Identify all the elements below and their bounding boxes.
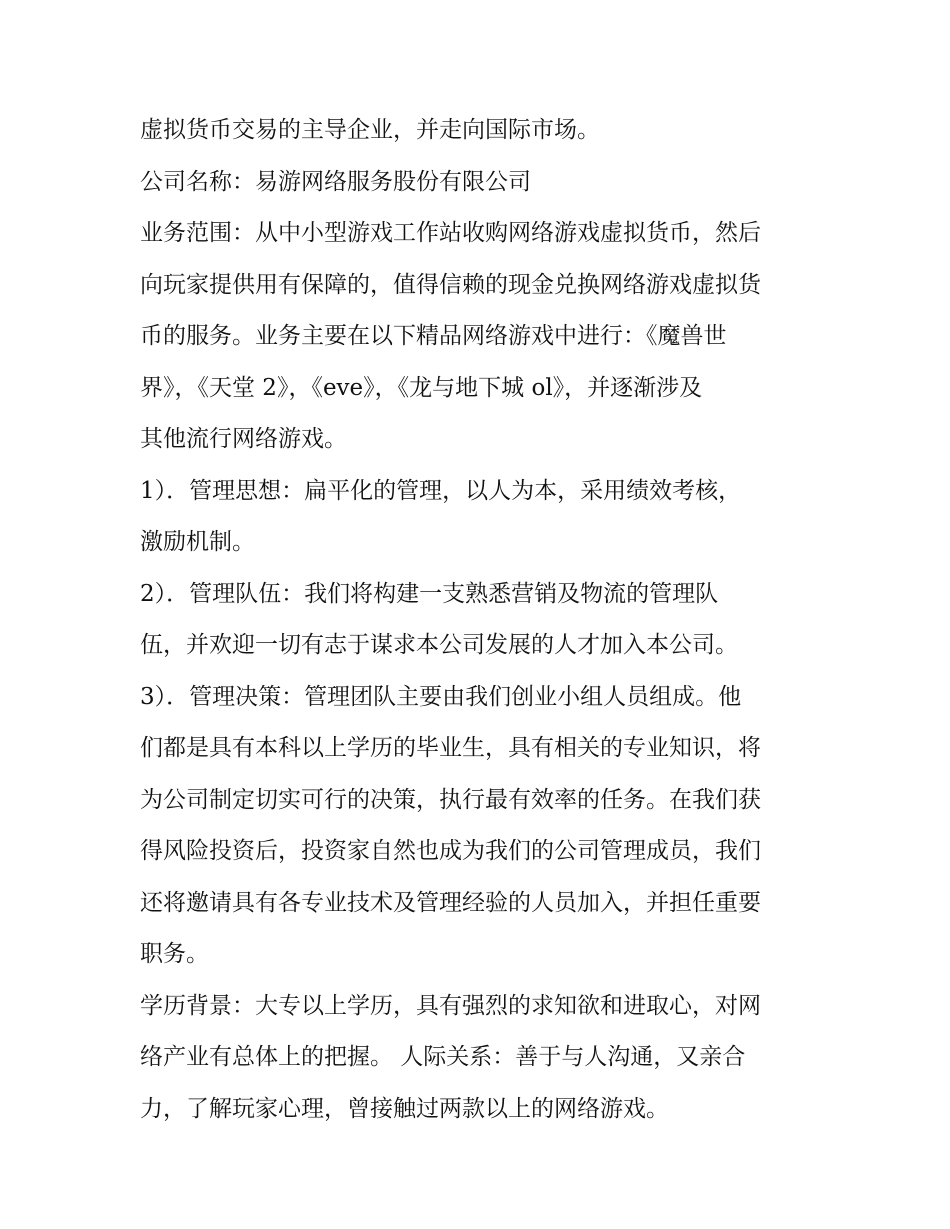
text-line: 3）．管理决策：管理团队主要由我们创业小组人员组成。他	[140, 683, 742, 710]
text-line: 虚拟货币交易的主导企业，并走向国际市场。	[140, 117, 600, 143]
text-line: 其他流行网络游戏。	[140, 426, 347, 452]
text-line: 职务。	[140, 941, 209, 967]
text-line: 激励机制。	[140, 529, 255, 555]
text-line: 公司名称：易游网络服务股份有限公司	[140, 168, 531, 195]
text-line: 1）．管理思想：扁平化的管理，以人为本，采用绩效考核，	[140, 477, 742, 504]
text-line: 为公司制定切实可行的决策，执行最有效率的任务。在我们获	[140, 786, 761, 813]
text-line: 伍，并欢迎一切有志于谋求本公司发展的人才加入本公司。	[140, 632, 738, 658]
text-line: 们都是具有本科以上学历的毕业生，具有相关的专业知识，将	[140, 735, 761, 761]
text-line: 学历背景：大专以上学历，具有强烈的求知欲和进取心，对网	[140, 992, 761, 1019]
text-line: 业务范围：从中小型游戏工作站收购网络游戏虚拟货币，然后	[140, 220, 761, 246]
text-line: 界》，《天堂 2》，《eve》，《龙与地下城 ol》，并逐渐涉及	[140, 374, 703, 401]
text-line: 络产业有总体上的把握。 人际关系：善于与人沟通，又亲合	[140, 1044, 746, 1070]
text-line: 币的服务。业务主要在以下精品网络游戏中进行：《魔兽世	[140, 323, 727, 349]
text-line: 力，了解玩家心理，曾接触过两款以上的网络游戏。	[140, 1095, 669, 1122]
document-body	[140, 105, 820, 1135]
text-line: 得风险投资后，投资家自然也成为我们的公司管理成员，我们	[140, 838, 761, 864]
text-line: 向玩家提供用有保障的，值得信赖的现金兑换网络游戏虚拟货	[140, 271, 761, 298]
text-line: 还将邀请具有各专业技术及管理经验的人员加入，并担任重要	[140, 889, 761, 916]
text-line: 2）．管理队伍：我们将构建一支熟悉营销及物流的管理队	[140, 580, 719, 607]
